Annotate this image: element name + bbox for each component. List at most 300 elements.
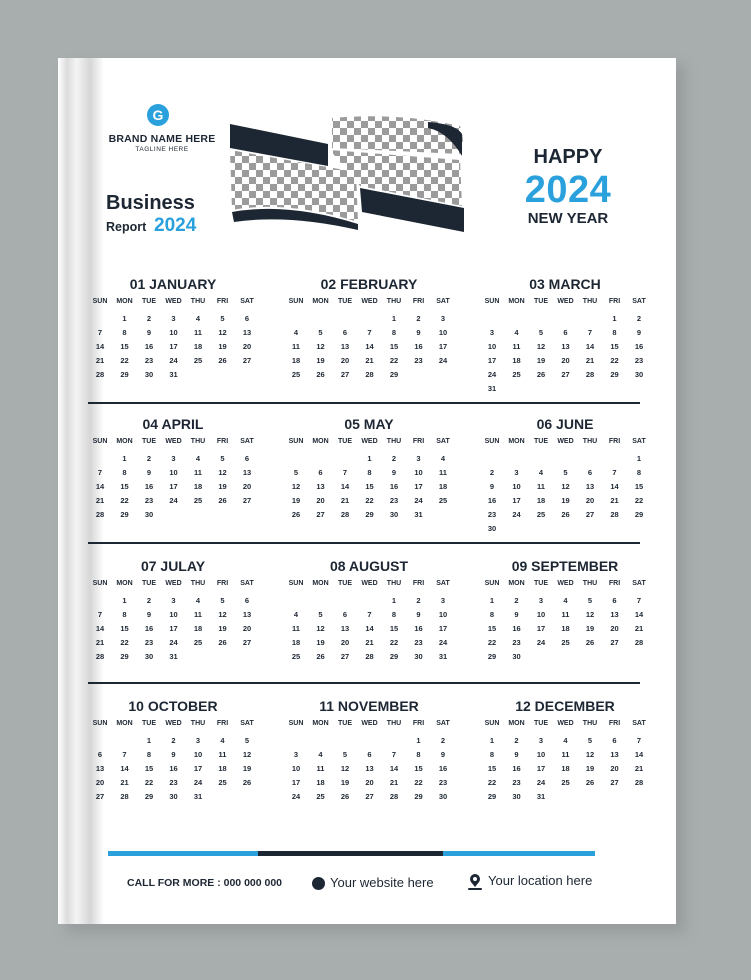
day-number: 23 — [438, 778, 448, 787]
brand-tagline: TAGLINE HERE — [135, 146, 189, 153]
day-number: 2 — [489, 468, 495, 477]
weekday-label: THU — [386, 298, 402, 305]
day-number: 23 — [512, 638, 521, 647]
day-number: 19 — [242, 764, 252, 773]
day-number: 4 — [293, 610, 299, 619]
weekday-label: SAT — [632, 438, 646, 445]
day-number: 16 — [512, 764, 521, 773]
day-number: 15 — [389, 342, 399, 351]
footer-bar-dark — [258, 851, 448, 856]
day-number: 31 — [536, 792, 546, 801]
weekday-label: SUN — [484, 298, 500, 305]
weekday-label: TUE — [534, 298, 548, 305]
day-number: 29 — [120, 370, 129, 379]
weekday-label: THU — [190, 438, 206, 445]
day-number: 9 — [440, 750, 446, 759]
weekday-label: FRI — [412, 298, 425, 305]
weekday-label: TUE — [338, 298, 352, 305]
day-number: 7 — [391, 750, 397, 759]
day-number: 15 — [389, 624, 399, 633]
day-number: 5 — [293, 468, 299, 477]
day-number: 20 — [561, 356, 570, 365]
day-number: 4 — [440, 454, 446, 463]
day-number: 1 — [391, 314, 397, 323]
day-number: 25 — [316, 792, 325, 801]
day-number: 15 — [414, 764, 423, 773]
day-number: 25 — [438, 496, 448, 505]
day-number: 28 — [389, 792, 399, 801]
day-number: 9 — [514, 610, 519, 619]
day-number: 24 — [414, 496, 423, 505]
day-number: 20 — [242, 624, 252, 633]
day-number: 14 — [634, 750, 644, 759]
day-number: 4 — [195, 454, 201, 463]
weekday-label: TUE — [142, 298, 156, 305]
day-number: 25 — [193, 496, 203, 505]
month-title: 08 AUGUST — [329, 558, 409, 574]
day-number: 15 — [144, 764, 154, 773]
weekday-label: SAT — [436, 438, 450, 445]
day-number: 5 — [220, 454, 225, 463]
day-number: 12 — [340, 764, 350, 773]
day-number: 8 — [636, 468, 642, 477]
weekday-label: THU — [582, 438, 598, 445]
weekday-label: MON — [508, 580, 525, 587]
day-number: 28 — [95, 370, 105, 379]
month-title: 04 APRIL — [142, 416, 204, 432]
day-number: 7 — [97, 468, 103, 477]
weekday-label: SAT — [436, 720, 450, 727]
day-number: 9 — [636, 328, 642, 337]
day-number: 20 — [340, 356, 350, 365]
day-number: 23 — [414, 356, 423, 365]
day-number: 13 — [610, 750, 619, 759]
day-number: 13 — [242, 468, 252, 477]
day-number: 24 — [536, 638, 546, 647]
day-number: 5 — [587, 596, 593, 605]
day-number: 14 — [389, 764, 399, 773]
day-number: 4 — [220, 736, 225, 745]
day-number: 21 — [634, 764, 644, 773]
month-title: 07 JULAY — [140, 558, 206, 574]
footer-bar-blue-right — [443, 851, 595, 856]
day-number: 5 — [220, 314, 225, 323]
day-number: 18 — [193, 624, 203, 633]
day-number: 21 — [120, 778, 129, 787]
day-number: 12 — [536, 342, 546, 351]
day-number: 21 — [365, 638, 374, 647]
day-number: 27 — [316, 510, 325, 519]
weekday-label: WED — [361, 580, 378, 587]
weekday-label: SUN — [288, 438, 304, 445]
day-number: 18 — [193, 342, 203, 351]
day-number: 17 — [438, 624, 448, 633]
day-number: 16 — [144, 482, 154, 491]
day-number: 18 — [291, 356, 301, 365]
weekday-label: WED — [165, 298, 182, 305]
weekday-label: MON — [116, 720, 133, 727]
day-number: 17 — [169, 342, 178, 351]
website-icon — [312, 877, 325, 890]
weekday-label: SUN — [92, 438, 108, 445]
day-number: 17 — [536, 624, 546, 633]
day-number: 29 — [120, 652, 129, 661]
day-number: 10 — [536, 610, 546, 619]
day-number: 18 — [536, 496, 546, 505]
greeting-year: 2024 — [524, 169, 612, 211]
weekday-label: MON — [508, 438, 525, 445]
day-number: 9 — [514, 750, 519, 759]
day-number: 1 — [122, 596, 127, 605]
day-number: 16 — [144, 624, 154, 633]
day-number: 24 — [438, 356, 448, 365]
day-number: 19 — [291, 496, 301, 505]
day-number: 17 — [487, 356, 497, 365]
call-for-more: CALL FOR MORE : 000 000 000 — [127, 877, 283, 889]
day-number: 10 — [512, 482, 521, 491]
weekday-label: SAT — [436, 298, 450, 305]
month-title: 01 JANUARY — [129, 276, 217, 292]
day-number: 16 — [144, 342, 154, 351]
day-number: 18 — [561, 764, 570, 773]
weekday-label: MON — [508, 720, 525, 727]
day-number: 4 — [318, 750, 323, 759]
weekday-label: WED — [361, 298, 378, 305]
day-number: 6 — [563, 328, 568, 337]
day-number: 2 — [514, 736, 519, 745]
day-number: 6 — [367, 750, 372, 759]
day-number: 16 — [389, 482, 399, 491]
day-number: 27 — [242, 496, 252, 505]
weekday-label: WED — [361, 438, 378, 445]
report-year: 2024 — [154, 215, 197, 236]
day-number: 26 — [218, 496, 227, 505]
day-number: 21 — [389, 778, 399, 787]
weekday-label: WED — [557, 580, 574, 587]
day-number: 13 — [242, 328, 252, 337]
day-number: 28 — [634, 638, 644, 647]
calendar-page — [58, 58, 676, 924]
day-number: 26 — [218, 356, 227, 365]
day-number: 1 — [489, 596, 495, 605]
day-number: 15 — [120, 482, 129, 491]
brand-name: BRAND NAME HERE — [108, 133, 216, 145]
weekday-label: TUE — [534, 720, 548, 727]
day-number: 28 — [340, 510, 350, 519]
day-number: 1 — [122, 454, 127, 463]
day-number: 2 — [146, 314, 152, 323]
day-number: 11 — [194, 610, 202, 619]
day-number: 6 — [318, 468, 323, 477]
weekday-label: SAT — [240, 438, 254, 445]
day-number: 14 — [610, 482, 619, 491]
day-number: 19 — [536, 356, 546, 365]
day-number: 11 — [512, 342, 521, 351]
weekday-label: SAT — [436, 580, 450, 587]
month-title: 06 JUNE — [536, 416, 594, 432]
day-number: 20 — [340, 638, 350, 647]
day-number: 11 — [561, 750, 570, 759]
footer-bar-blue-left — [108, 851, 268, 856]
weekday-label: THU — [190, 720, 206, 727]
day-number: 28 — [365, 652, 374, 661]
day-number: 4 — [195, 596, 201, 605]
day-number: 10 — [438, 610, 448, 619]
day-number: 22 — [144, 778, 154, 787]
day-number: 9 — [391, 468, 397, 477]
day-number: 5 — [220, 596, 225, 605]
day-number: 6 — [612, 596, 617, 605]
day-number: 10 — [291, 764, 301, 773]
day-number: 20 — [585, 496, 595, 505]
day-number: 21 — [365, 356, 374, 365]
day-number: 22 — [487, 778, 497, 787]
weekday-label: THU — [386, 720, 402, 727]
day-number: 12 — [218, 468, 227, 477]
day-number: 30 — [487, 524, 497, 533]
weekday-label: SAT — [240, 298, 254, 305]
day-number: 28 — [95, 510, 105, 519]
weekday-label: TUE — [142, 720, 156, 727]
day-number: 27 — [242, 638, 252, 647]
day-number: 11 — [292, 342, 300, 351]
day-number: 16 — [438, 764, 448, 773]
row-divider — [88, 682, 640, 684]
day-number: 18 — [193, 482, 203, 491]
day-number: 19 — [316, 638, 325, 647]
day-number: 16 — [512, 624, 521, 633]
weekday-label: SUN — [92, 720, 108, 727]
day-number: 30 — [512, 652, 521, 661]
day-number: 6 — [342, 328, 348, 337]
weekday-label: SUN — [484, 438, 500, 445]
day-number: 30 — [144, 510, 154, 519]
day-number: 3 — [195, 736, 201, 745]
weekday-label: SUN — [484, 720, 500, 727]
day-number: 13 — [340, 342, 350, 351]
day-number: 17 — [169, 624, 178, 633]
day-number: 10 — [193, 750, 203, 759]
day-number: 4 — [514, 328, 519, 337]
day-number: 3 — [171, 454, 176, 463]
day-number: 10 — [169, 328, 178, 337]
day-number: 15 — [610, 342, 619, 351]
day-number: 24 — [193, 778, 203, 787]
day-number: 27 — [365, 792, 374, 801]
day-number: 12 — [585, 610, 595, 619]
weekday-label: SUN — [484, 580, 500, 587]
day-number: 29 — [610, 370, 619, 379]
day-number: 19 — [561, 496, 570, 505]
day-number: 5 — [342, 750, 348, 759]
day-number: 29 — [389, 370, 399, 379]
day-number: 12 — [242, 750, 252, 759]
day-number: 25 — [193, 356, 203, 365]
day-number: 2 — [171, 736, 176, 745]
day-number: 4 — [563, 736, 568, 745]
day-number: 25 — [561, 778, 570, 787]
day-number: 19 — [585, 624, 595, 633]
weekday-label: TUE — [338, 438, 352, 445]
weekday-label: FRI — [608, 298, 621, 305]
day-number: 22 — [634, 496, 644, 505]
weekday-label: FRI — [608, 580, 621, 587]
day-number: 20 — [95, 778, 105, 787]
day-number: 14 — [95, 342, 105, 351]
weekday-label: SUN — [92, 580, 108, 587]
weekday-label: TUE — [534, 438, 548, 445]
day-number: 28 — [120, 792, 129, 801]
day-number: 8 — [489, 610, 495, 619]
day-number: 4 — [195, 314, 201, 323]
weekday-label: FRI — [216, 720, 229, 727]
day-number: 10 — [169, 468, 178, 477]
row-divider — [88, 402, 640, 404]
day-number: 7 — [97, 610, 103, 619]
weekday-label: FRI — [216, 580, 229, 587]
day-number: 26 — [585, 638, 595, 647]
day-number: 11 — [537, 482, 545, 491]
day-number: 16 — [169, 764, 178, 773]
day-number: 14 — [340, 482, 350, 491]
weekday-label: WED — [165, 580, 182, 587]
day-number: 22 — [389, 356, 399, 365]
day-number: 5 — [563, 468, 568, 477]
day-number: 11 — [292, 624, 300, 633]
weekday-label: WED — [557, 298, 574, 305]
day-number: 28 — [634, 778, 644, 787]
day-number: 6 — [244, 596, 250, 605]
day-number: 10 — [536, 750, 546, 759]
day-number: 14 — [365, 342, 374, 351]
day-number: 22 — [389, 638, 399, 647]
day-number: 20 — [316, 496, 325, 505]
day-number: 14 — [95, 482, 105, 491]
day-number: 10 — [438, 328, 448, 337]
day-number: 23 — [144, 496, 154, 505]
day-number: 10 — [414, 468, 423, 477]
day-number: 9 — [146, 328, 152, 337]
weekday-label: SAT — [240, 580, 254, 587]
day-number: 9 — [489, 482, 495, 491]
weekday-label: THU — [582, 298, 598, 305]
day-number: 5 — [244, 736, 250, 745]
weekday-label: FRI — [412, 438, 425, 445]
day-number: 18 — [316, 778, 325, 787]
day-number: 25 — [218, 778, 227, 787]
day-number: 19 — [340, 778, 350, 787]
day-number: 2 — [636, 314, 642, 323]
weekday-label: MON — [312, 298, 329, 305]
weekday-label: FRI — [608, 438, 621, 445]
day-number: 26 — [218, 638, 227, 647]
weekday-label: WED — [557, 720, 574, 727]
day-number: 25 — [561, 638, 570, 647]
weekday-label: MON — [312, 720, 329, 727]
day-number: 30 — [144, 652, 154, 661]
day-number: 8 — [391, 328, 397, 337]
day-number: 1 — [367, 454, 372, 463]
day-number: 31 — [169, 652, 178, 661]
day-number: 17 — [414, 482, 423, 491]
day-number: 1 — [489, 736, 495, 745]
day-number: 8 — [367, 468, 372, 477]
day-number: 3 — [514, 468, 519, 477]
day-number: 31 — [414, 510, 423, 519]
day-number: 6 — [244, 454, 250, 463]
weekday-label: TUE — [338, 720, 352, 727]
day-number: 23 — [414, 638, 423, 647]
day-number: 13 — [610, 610, 619, 619]
weekday-label: MON — [312, 580, 329, 587]
day-number: 26 — [561, 510, 570, 519]
weekday-label: FRI — [412, 580, 425, 587]
day-number: 30 — [634, 370, 644, 379]
month-title: 09 SEPTEMBER — [511, 558, 619, 574]
day-number: 5 — [318, 610, 323, 619]
day-number: 16 — [487, 496, 497, 505]
day-number: 4 — [538, 468, 544, 477]
day-number: 6 — [587, 468, 593, 477]
greeting-happy: HAPPY — [533, 146, 603, 168]
day-number: 6 — [342, 610, 348, 619]
day-number: 13 — [365, 764, 374, 773]
day-number: 11 — [561, 610, 570, 619]
weekday-label: THU — [386, 580, 402, 587]
weekday-label: FRI — [216, 438, 229, 445]
weekday-label: THU — [190, 298, 206, 305]
day-number: 3 — [416, 454, 421, 463]
day-number: 30 — [389, 510, 399, 519]
day-number: 13 — [242, 610, 252, 619]
day-number: 26 — [536, 370, 546, 379]
weekday-label: WED — [165, 438, 182, 445]
day-number: 6 — [244, 314, 250, 323]
day-number: 6 — [612, 736, 617, 745]
day-number: 1 — [391, 596, 397, 605]
day-number: 23 — [634, 356, 644, 365]
brand-logo-icon — [147, 104, 169, 126]
weekday-label: TUE — [534, 580, 548, 587]
day-number: 20 — [365, 778, 374, 787]
day-number: 27 — [610, 778, 619, 787]
location-text: Your location here — [488, 873, 593, 888]
month-title: 11 NOVEMBER — [319, 698, 419, 714]
weekday-label: THU — [582, 720, 598, 727]
day-number: 14 — [585, 342, 595, 351]
day-number: 2 — [416, 596, 421, 605]
day-number: 11 — [316, 764, 325, 773]
report-subtitle: Report — [106, 220, 147, 234]
day-number: 30 — [512, 792, 521, 801]
day-number: 17 — [193, 764, 203, 773]
day-number: 23 — [487, 510, 497, 519]
day-number: 8 — [416, 750, 421, 759]
day-number: 24 — [438, 638, 448, 647]
day-number: 24 — [291, 792, 301, 801]
day-number: 18 — [438, 482, 448, 491]
day-number: 9 — [146, 610, 152, 619]
day-number: 15 — [487, 764, 497, 773]
greeting-new-year: NEW YEAR — [527, 210, 609, 227]
day-number: 21 — [634, 624, 644, 633]
day-number: 7 — [367, 328, 372, 337]
day-number: 14 — [365, 624, 374, 633]
day-number: 3 — [171, 596, 176, 605]
weekday-label: SUN — [288, 580, 304, 587]
day-number: 29 — [634, 510, 644, 519]
day-number: 3 — [440, 596, 446, 605]
